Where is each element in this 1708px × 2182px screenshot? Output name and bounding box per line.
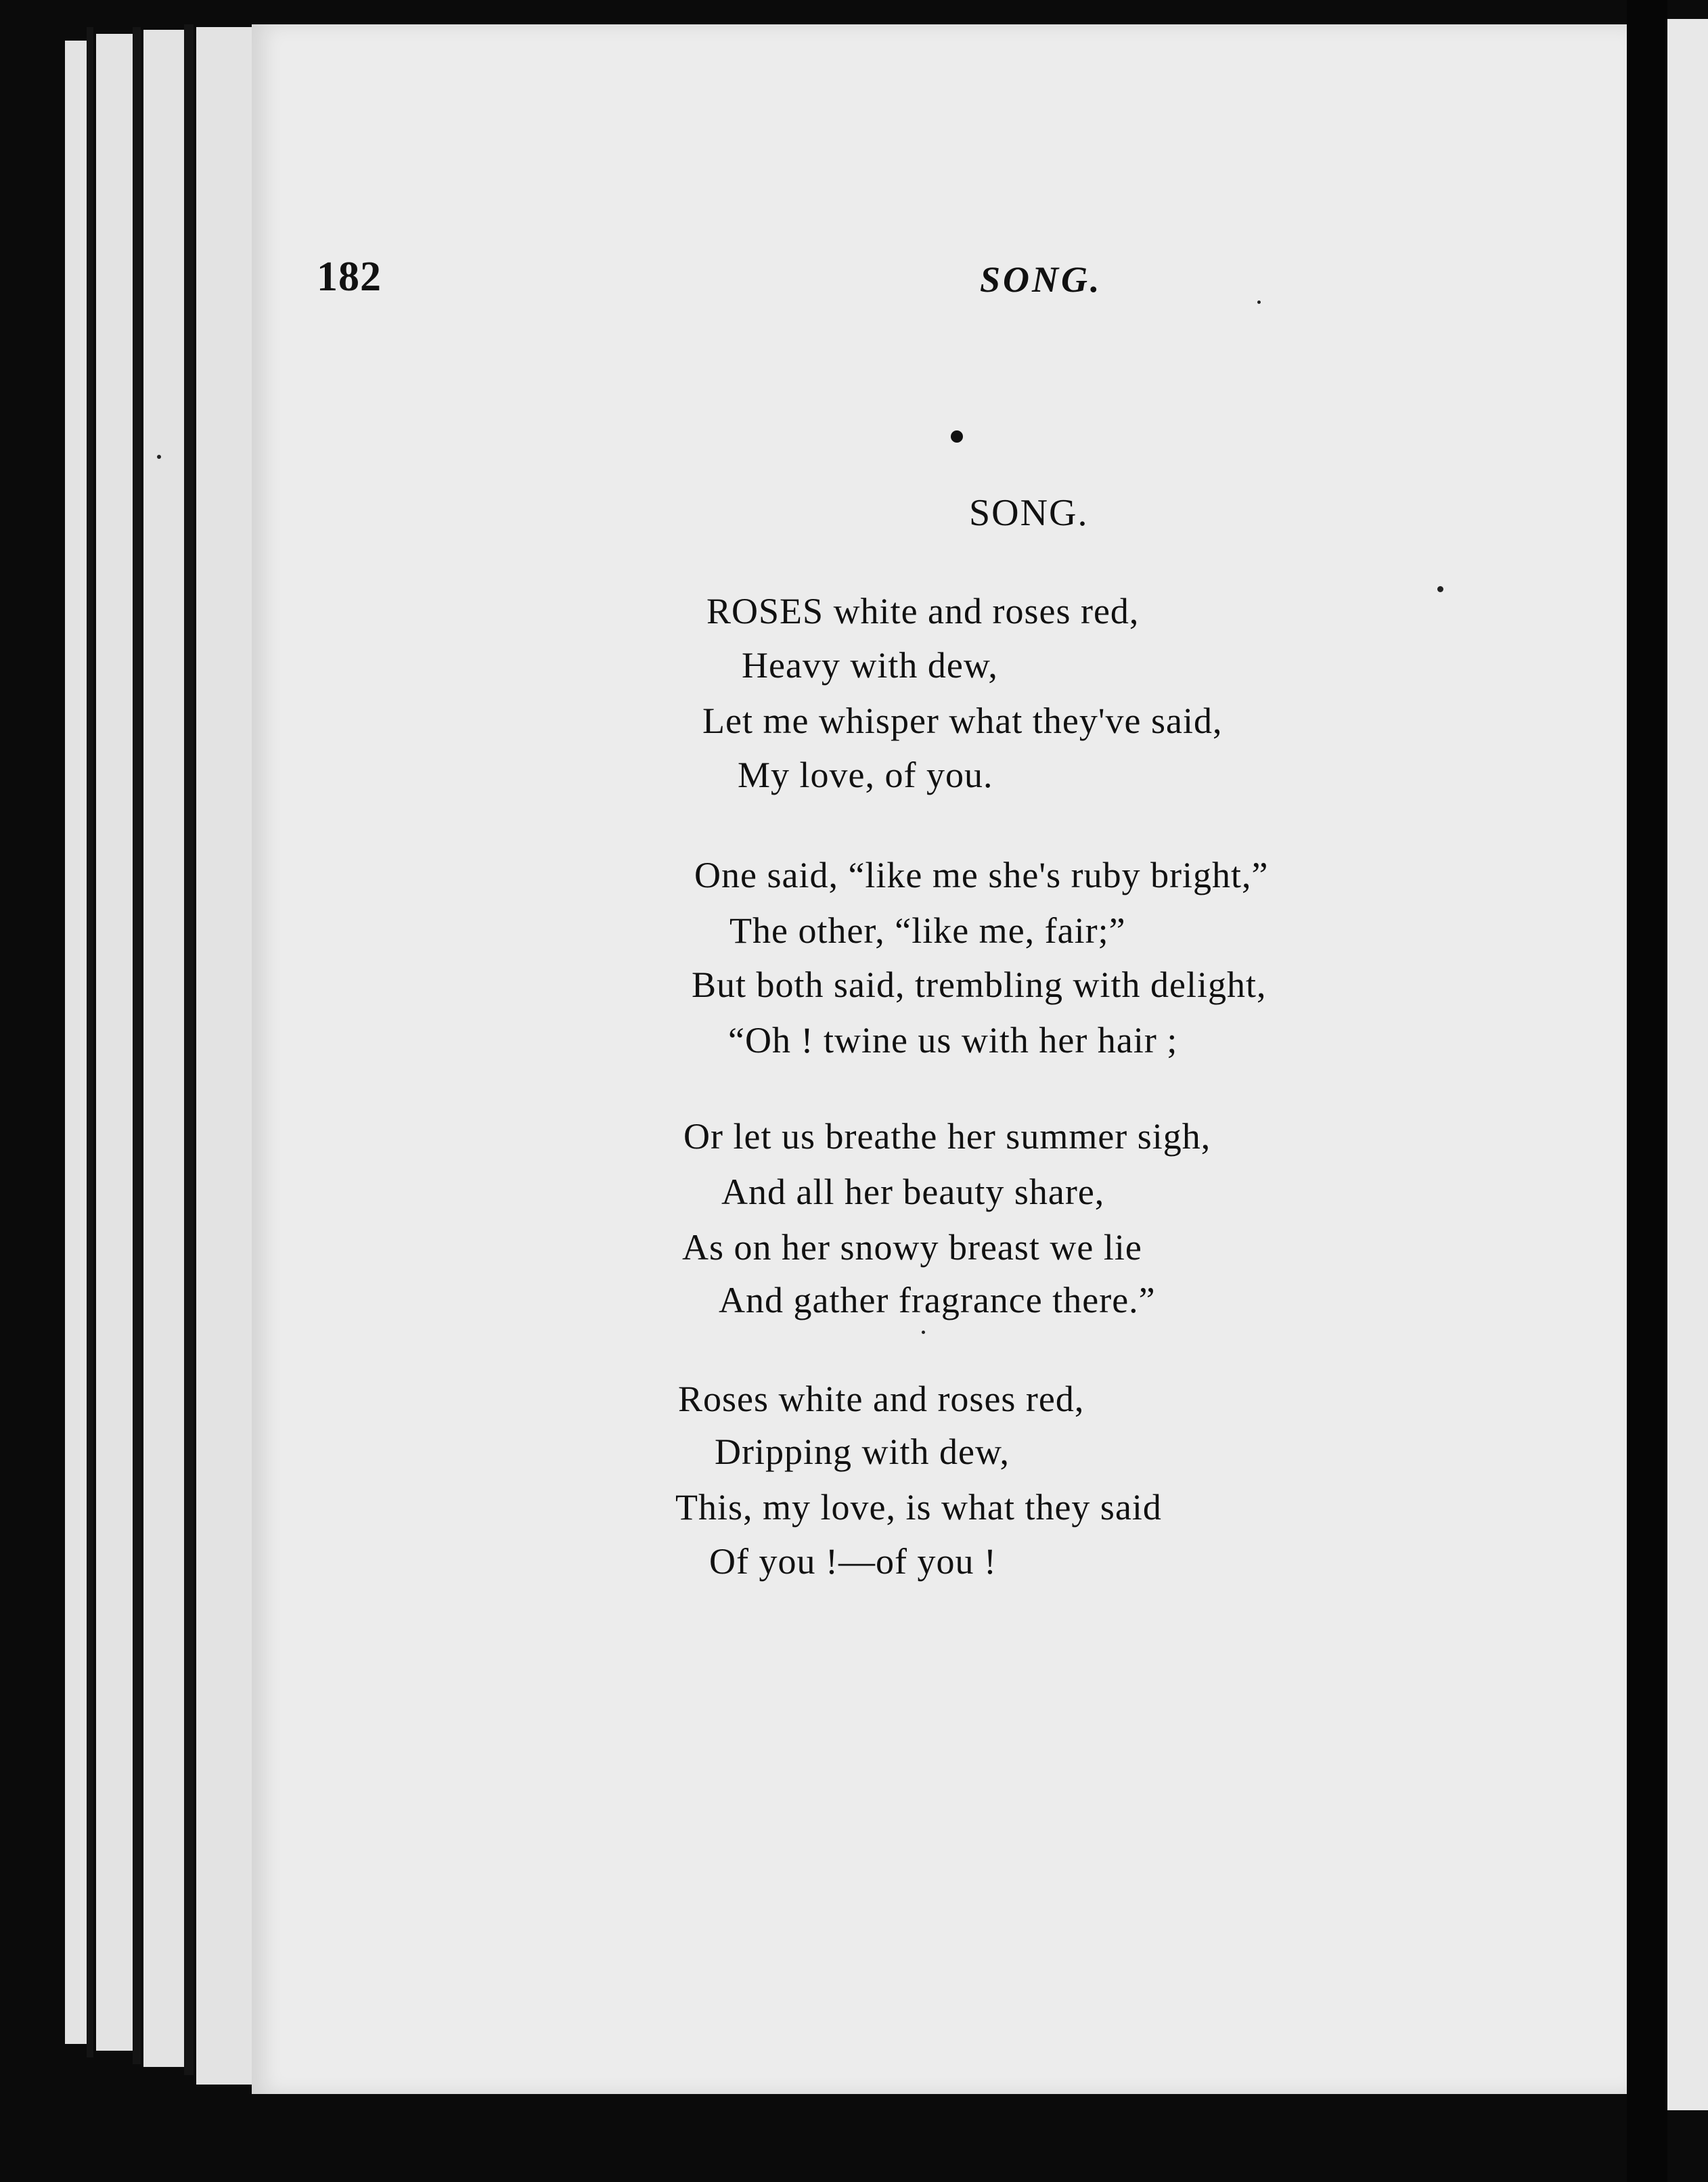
page-stack-divider <box>184 24 194 2075</box>
poem-line: Of you !—of you ! <box>709 1541 997 1582</box>
poem-line: Or let us breathe her summer sigh, <box>683 1116 1211 1157</box>
page-stack-edge <box>96 34 134 2051</box>
poem-line: Roses white and roses red, <box>678 1379 1085 1419</box>
poem-line: But both said, trembling with delight, <box>692 964 1267 1005</box>
poem-line: Heavy with dew, <box>742 645 998 686</box>
poem-line: Let me whisper what they've said, <box>702 700 1223 741</box>
ink-speck <box>157 455 161 459</box>
poem-line: As on her snowy breast we lie <box>682 1227 1142 1268</box>
page-number: 182 <box>317 254 382 300</box>
poem-line: And gather fragrance there.” <box>719 1280 1156 1320</box>
page-stack-divider <box>87 27 93 2057</box>
poem-line: And all her beauty share, <box>721 1172 1105 1212</box>
page-stack-edge <box>196 27 252 2085</box>
poem-line: Dripping with dew, <box>715 1431 1010 1472</box>
ink-speck <box>922 1331 925 1334</box>
running-title: SONG. <box>980 259 1102 300</box>
poem-line: One said, “like me she's ruby bright,” <box>694 855 1269 895</box>
poem-line: ROSES white and roses red, <box>706 591 1140 631</box>
next-page-edge <box>1667 19 1708 2110</box>
poem-title: SONG. <box>969 492 1089 534</box>
ink-speck <box>1437 586 1443 592</box>
ornament-dot <box>951 430 963 443</box>
poem-line: “Oh ! twine us with her hair ; <box>728 1020 1178 1061</box>
ink-speck <box>1257 300 1261 304</box>
page-stack-divider <box>133 27 141 2064</box>
poem-line: My love, of you. <box>738 755 993 795</box>
page-stack-edge <box>143 30 185 2067</box>
poem-line: The other, “like me, fair;” <box>729 910 1126 951</box>
book-binding <box>1627 0 1667 2182</box>
poem-line: This, my love, is what they said <box>675 1487 1162 1528</box>
